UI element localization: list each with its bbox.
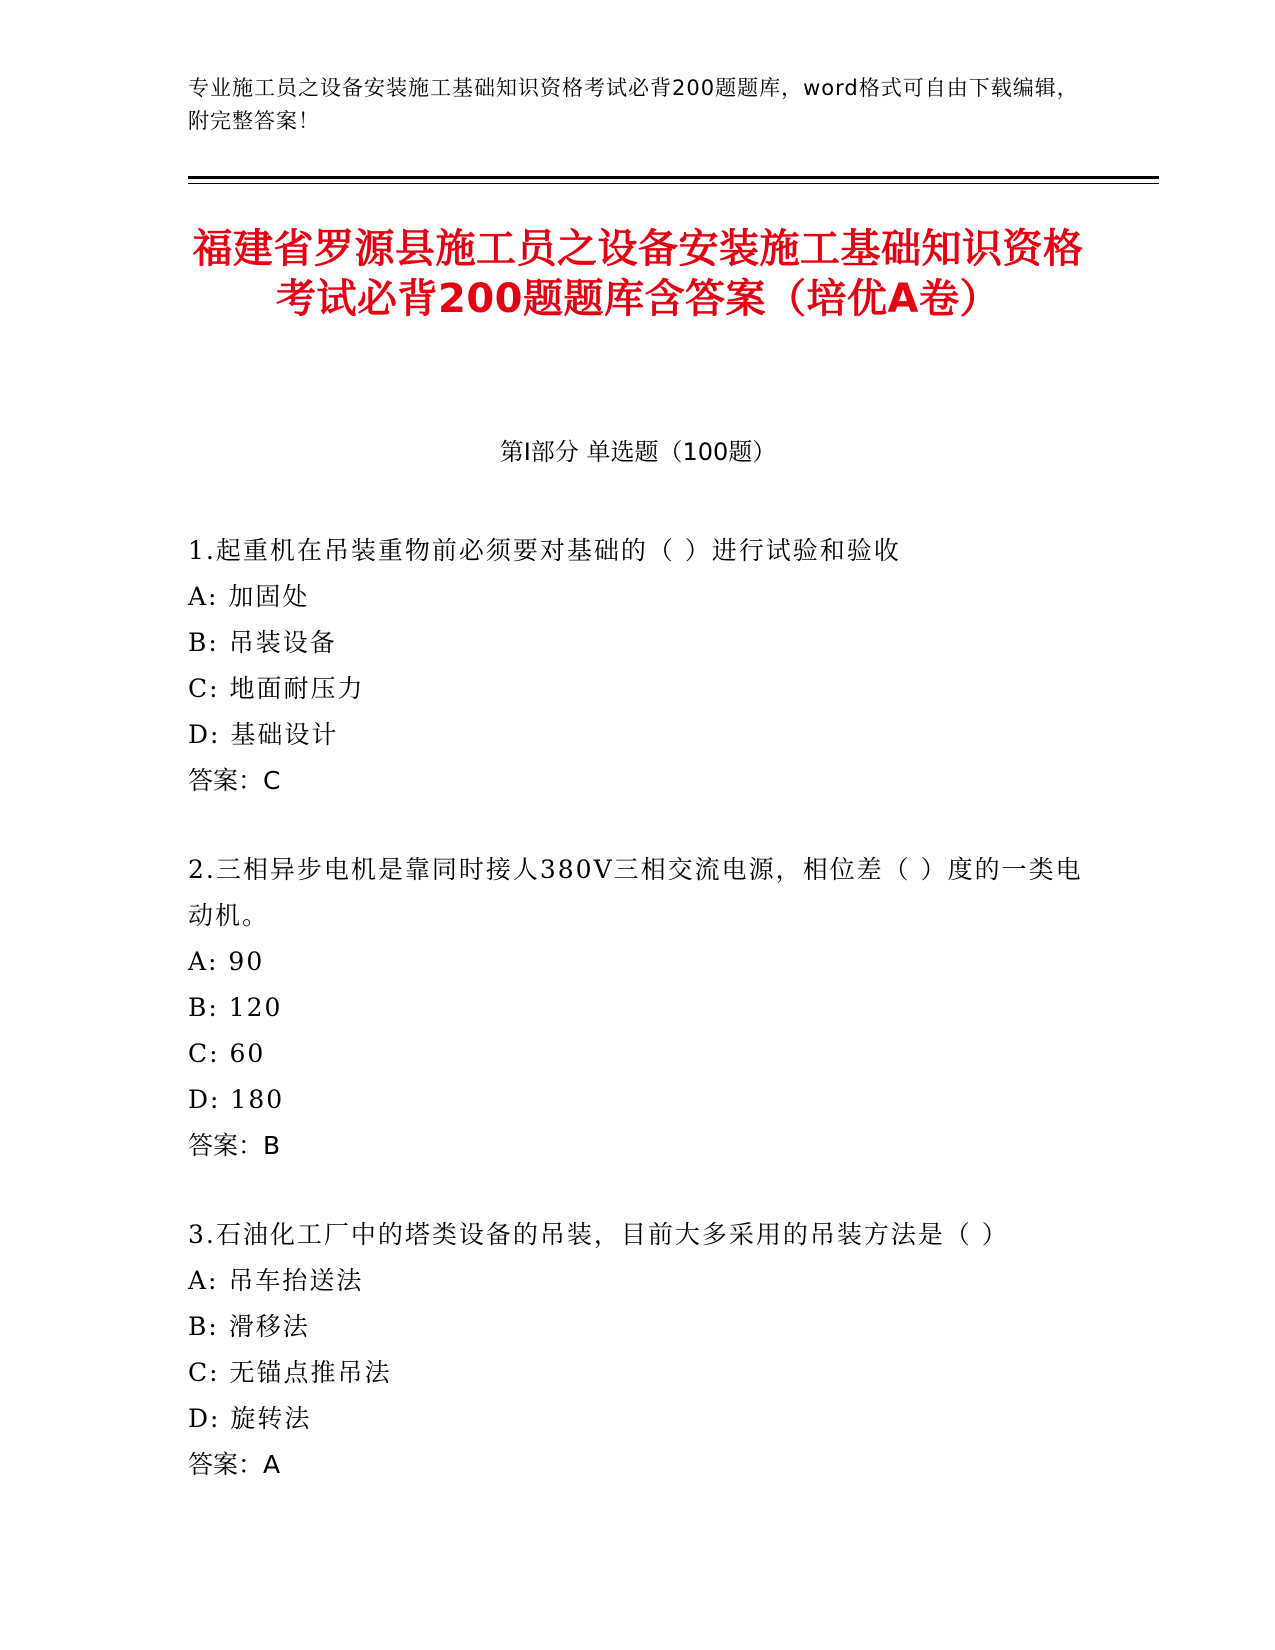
question-stem: 1.起重机在吊装重物前必须要对基础的（ ）进行试验和验收 [188,536,901,565]
header-note: 专业施工员之设备安装施工基础知识资格考试必背200题题库，word格式可自由下载编辑，附完整答案！ [188,76,1079,133]
question-2 [188,847,1088,1169]
question-stem: 2.三相异步电机是靠同时接人380V三相交流电源，相位差（ ）度的一类电动机。 [188,855,1083,930]
option-b: B: 120 [188,993,283,1022]
question-1 [188,528,1088,804]
option-a: A: 吊车抬送法 [188,1266,364,1295]
option-b: B: 吊装设备 [188,628,337,657]
answer: 答案：B [188,1131,281,1160]
section-heading: 第I部分 单选题（100题） [499,438,777,466]
option-d: D: 180 [188,1085,285,1114]
question-list [188,528,1088,1531]
option-c: C: 60 [188,1039,266,1068]
option-d: D: 基础设计 [188,720,339,749]
question-3 [188,1212,1088,1488]
header-rule-thin [188,183,1159,184]
option-b: B: 滑移法 [188,1312,310,1341]
option-c: C: 地面耐压力 [188,674,365,703]
answer: 答案：C [188,766,281,795]
option-c: C: 无锚点推吊法 [188,1358,392,1387]
answer: 答案：A [188,1450,281,1479]
option-a: A: 加固处 [188,582,310,611]
document-title: 福建省罗源县施工员之设备安装施工基础知识资格考试必背200题题库含答案（培优A卷） [192,226,1084,322]
option-d: D: 旋转法 [188,1404,312,1433]
question-stem: 3.石油化工厂中的塔类设备的吊装，目前大多采用的吊装方法是（ ） [188,1220,1009,1249]
option-a: A: 90 [188,947,265,976]
header-rule-thick [188,176,1159,179]
